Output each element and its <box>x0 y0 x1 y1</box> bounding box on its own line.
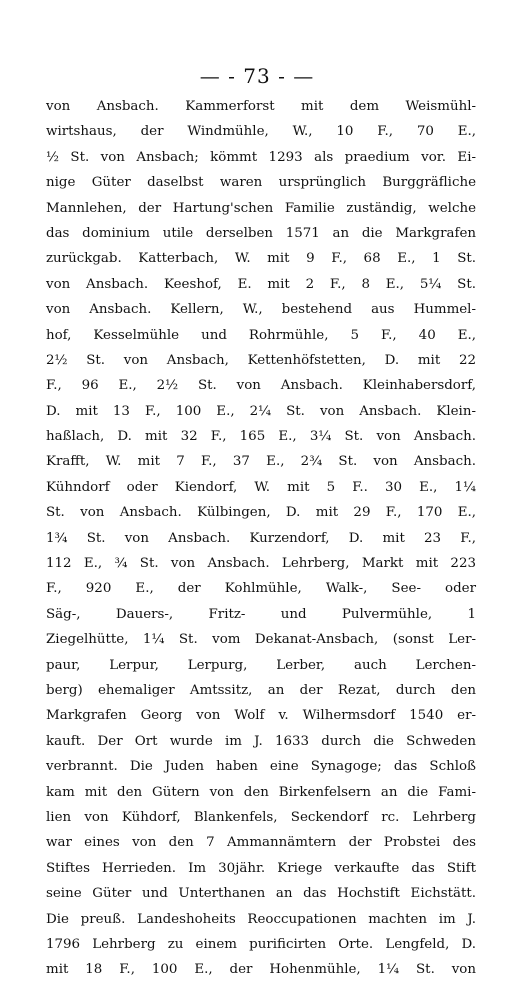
text-line: berg) ehemaliger Amtssitz, an der Rezat, durch den <box>46 682 476 698</box>
text-line: das dominium utile derselben 1571 an die Markgrafen <box>46 225 476 241</box>
text-line: von Ansbach. Keeshof, E. mit 2 F., 8 E., 5¼ St. <box>46 276 476 292</box>
text-line: verbrannt. Die Juden haben eine Synagoge; das Schloß <box>46 759 476 775</box>
text-line: Stiftes Herrieden. Im 30jähr. Kriege verkaufte das Stift <box>46 860 476 876</box>
text-line: nige Güter daselbst waren ursprünglich Burggräfliche <box>46 175 476 191</box>
text-line: kauft. Der Ort wurde im J. 1633 durch die Schweden <box>46 733 476 749</box>
text-line: F., 920 E., der Kohlmühle, Walk-, See- oder <box>46 581 476 597</box>
text-line: seine Güter und Unterthanen an das Hochstift Eichstätt. <box>46 886 476 902</box>
text-line: Ziegelhütte, 1¼ St. vom Dekanat-Ansbach, (sonst Ler- <box>46 632 476 648</box>
text-line: D. mit 13 F., 100 E., 2¼ St. von Ansbach. Klein- <box>46 403 476 419</box>
text-line: Säg-, Dauers-, Fritz- und Pulvermühle, 1 <box>46 606 476 622</box>
text-line: von Ansbach. Kammerforst mit dem Weismühl- <box>46 99 476 114</box>
text-line: war eines von den 7 Ammannämtern der Probstei des <box>46 835 476 851</box>
text-line: 1¾ St. von Ansbach. Kurzendorf, D. mit 23 F., <box>46 530 476 546</box>
text-line: Markgrafen Georg von Wolf v. Wilhermsdorf 1540 er- <box>46 708 476 724</box>
text-line: Die preuß. Landeshoheits Reoccupationen machten im J. <box>46 911 476 927</box>
text-line: Krafft, W. mit 7 F., 37 E., 2¾ St. von Ansbach. <box>46 454 476 470</box>
text-line: F., 96 E., 2½ St. von Ansbach. Kleinhabersdorf, <box>46 378 476 394</box>
text-line: zurückgab. Katterbach, W. mit 9 F., 68 E., 1 St. <box>46 251 476 267</box>
text-line: paur, Lerpur, Lerpurg, Lerber, auch Lerchen- <box>46 657 476 673</box>
text-line: lien von Kühdorf, Blankenfels, Seckendorf rc. Lehrberg <box>46 809 476 825</box>
page-number: — - 73 - — <box>199 64 315 88</box>
text-line: Mannlehen, der Hartung'schen Familie zuständig, welche <box>46 200 476 216</box>
text-line: wirtshaus, der Windmühle, W., 10 F., 70 E., <box>46 124 476 140</box>
text-line: ½ St. von Ansbach; kömmt 1293 als praedium vor. Ei- <box>46 149 476 165</box>
text-line: 2½ St. von Ansbach, Kettenhöfstetten, D. mit 22 <box>46 352 476 368</box>
text-line: von Ansbach. Kellern, W., bestehend aus Hummel- <box>46 302 476 318</box>
text-line: St. von Ansbach. Külbingen, D. mit 29 F., 170 E., <box>46 505 476 521</box>
page-body-text <box>46 94 476 983</box>
text-line: haßlach, D. mit 32 F., 165 E., 3¼ St. von Ansbach. <box>46 429 476 445</box>
text-line: mit 18 F., 100 E., der Hohenmühle, 1¼ St. von <box>46 962 476 978</box>
text-line: 1796 Lehrberg zu einem purificirten Orte. Lengfeld, D. <box>46 936 476 952</box>
text-line: kam mit den Gütern von den Birkenfelsern an die Fami- <box>46 784 476 800</box>
text-line: 112 E., ¾ St. von Ansbach. Lehrberg, Markt mit 223 <box>46 556 476 572</box>
text-line: Kühndorf oder Kiendorf, W. mit 5 F.. 30 E., 1¼ <box>46 479 476 495</box>
text-line: hof, Kesselmühle und Rohrmühle, 5 F., 40 E., <box>46 327 476 343</box>
